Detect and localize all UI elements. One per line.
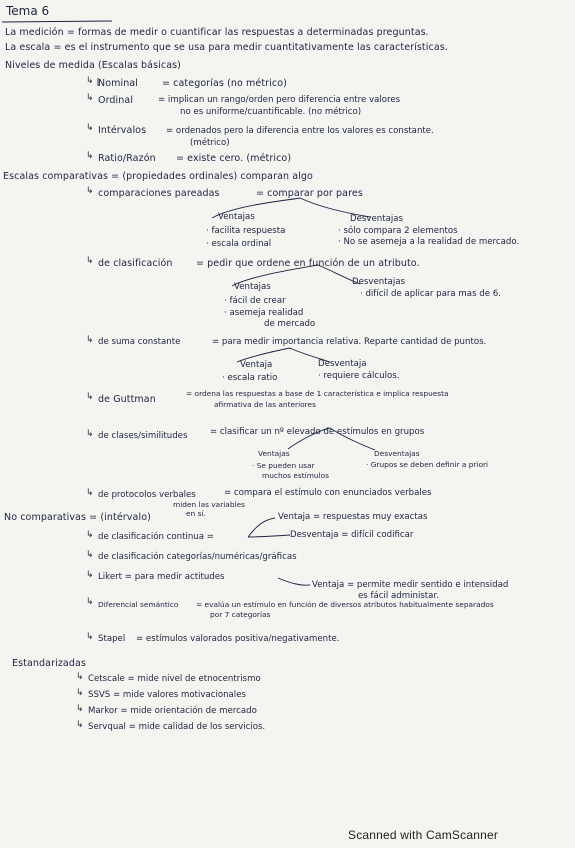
diferencial-label: Diferencial semántico bbox=[98, 600, 179, 609]
pareadas-definition: = comparar por pares bbox=[256, 188, 363, 199]
nivel-definition-cont: no es uniforme/cuantificable. (no métrico) bbox=[180, 107, 362, 117]
suma-definition: = para medir importancia relativa. Reparte cantidad de puntos. bbox=[212, 337, 487, 347]
likert-ventaja: Ventaja = permite medir sentido e intensidad bbox=[312, 580, 509, 590]
likert-split-line bbox=[278, 578, 310, 585]
arrow-icon: ↳ bbox=[86, 186, 94, 196]
guttman-label: de Guttman bbox=[98, 394, 156, 405]
arrow-icon: ↳ bbox=[76, 688, 84, 698]
desventajas-heading: Desventajas bbox=[352, 277, 405, 287]
estandarizada-item: Markor = mide orientación de mercado bbox=[88, 706, 257, 716]
desventaja-item: · requiere cálculos. bbox=[318, 371, 400, 381]
continua-ventaja: Ventaja = respuestas muy exactas bbox=[278, 512, 428, 522]
camscanner-watermark: Scanned with CamScanner bbox=[348, 828, 499, 842]
ventajas-heading: Ventajas bbox=[218, 212, 255, 222]
nivel-definition: = implican un rango/orden pero diferencia entre valores bbox=[158, 95, 401, 105]
arrow-icon: ↳ bbox=[86, 488, 94, 498]
ventaja-item: · fácil de crear bbox=[224, 296, 286, 306]
arrow-icon: ↳ bbox=[86, 570, 94, 580]
ventaja-item: · facilita respuesta bbox=[206, 226, 286, 236]
arrow-icon: ↳ bbox=[86, 530, 94, 540]
estandarizada-item: Servqual = mide calidad de los servicios. bbox=[88, 722, 266, 732]
nivel-definition: = ordenados pero la diferencia entre los valores es constante. bbox=[166, 126, 434, 136]
estandarizada-item: Cetscale = mide nivel de etnocentrismo bbox=[88, 674, 261, 684]
nivel-label: Ratio/Razón bbox=[98, 153, 156, 164]
estandarizadas-heading: Estandarizadas bbox=[12, 658, 86, 669]
niveles-heading: Niveles de medida (Escalas básicas) bbox=[5, 60, 181, 71]
no-comparativas-heading: No comparativas = (intérvalo) bbox=[4, 512, 151, 523]
desventajas-heading: Desventajas bbox=[350, 214, 403, 224]
heading-note: miden las variables bbox=[173, 500, 245, 509]
arrow-icon: ↳ bbox=[86, 550, 94, 560]
desventaja-item: · No se asemeja a la realidad de mercado. bbox=[338, 237, 520, 247]
suma-label: de suma constante bbox=[98, 337, 181, 347]
likert-label: Likert = para medir actitudes bbox=[98, 572, 225, 582]
arrow-icon: ↳ bbox=[86, 597, 94, 607]
desventaja-item: · Grupos se deben definir a priori bbox=[366, 460, 489, 469]
pareadas-label: comparaciones pareadas bbox=[98, 188, 220, 199]
guttman-definition: = ordena las respuestas a base de 1 característica e implica respuesta bbox=[186, 389, 449, 398]
arrow-icon: ↳ bbox=[86, 429, 94, 439]
heading-note-cont: en sí. bbox=[186, 509, 206, 518]
stapel-definition: = estímulos valorados positiva/negativamente. bbox=[136, 634, 340, 644]
desventaja-item: · difícil de aplicar para mas de 6. bbox=[360, 289, 501, 299]
nivel-label: Nominal bbox=[98, 78, 138, 89]
clases-definition: = clasificar un nº elevado de estímulos en grupos bbox=[210, 427, 425, 437]
ventaja-item: · escala ordinal bbox=[206, 239, 272, 249]
page-title: Tema 6 bbox=[6, 4, 50, 18]
likert-ventaja-cont: es fácil administar. bbox=[358, 591, 439, 601]
clases-label: de clases/similitudes bbox=[98, 431, 188, 441]
diferencial-definition: = evalúa un estímulo en función de diversos atributos habitualmente separados bbox=[196, 600, 494, 609]
comparativas-heading: Escalas comparativas = (propiedades ordinales) comparan algo bbox=[3, 171, 313, 182]
guttman-definition-cont: afirmativa de las anteriores bbox=[214, 400, 316, 409]
definition-medicion: La medición = formas de medir o cuantificar las respuestas a determinadas preguntas. bbox=[5, 27, 429, 38]
desventaja-item: · sólo compara 2 elementos bbox=[338, 226, 458, 236]
nivel-definition-cont: (métrico) bbox=[190, 138, 230, 148]
diferencial-definition-cont: por 7 categorías bbox=[210, 610, 271, 619]
ventaja-item: · asemeja realidad bbox=[224, 308, 304, 318]
arrow-icon: ↳ bbox=[86, 93, 94, 103]
arrow-icon: ↳ bbox=[86, 335, 94, 345]
title-underline bbox=[2, 21, 112, 22]
definition-escala: La escala = es el instrumento que se usa para medir cuantitativamente las características. bbox=[5, 42, 448, 53]
ventaja-item: · escala ratio bbox=[222, 373, 278, 383]
arrow-icon: ↳ bbox=[86, 151, 94, 161]
arrow-icon: ↳ bbox=[86, 632, 94, 642]
arrow-icon: ↳ bbox=[86, 76, 94, 86]
desventajas-heading: Desventajas bbox=[374, 449, 420, 458]
clasificacion-definition: = pedir que ordene en función de un atributo. bbox=[196, 258, 420, 269]
protocolos-label: de protocolos verbales bbox=[98, 490, 196, 500]
categorias-label: de clasificación categorías/numéricas/gráficas bbox=[98, 552, 297, 562]
ventaja-item: · Se pueden usar bbox=[252, 461, 315, 470]
continua-desventaja: Desventaja = difícil codificar bbox=[290, 530, 414, 540]
nivel-definition: = existe cero. (métrico) bbox=[176, 153, 292, 164]
ventaja-item-cont: muchos estímulos bbox=[262, 471, 330, 480]
nivel-definition: = categorías (no métrico) bbox=[162, 78, 287, 89]
arrow-icon: ↳ bbox=[86, 123, 94, 133]
arrow-icon: ↳ bbox=[76, 672, 84, 682]
nivel-label: Ordinal bbox=[98, 95, 134, 106]
clasificacion-label: de clasificación bbox=[98, 258, 173, 269]
nivel-label: Intérvalos bbox=[98, 125, 147, 136]
desventajas-heading: Desventaja bbox=[318, 359, 367, 369]
ventaja-item-cont: de mercado bbox=[264, 319, 316, 329]
arrow-icon: ↳ bbox=[86, 392, 94, 402]
arrow-icon: ↳ bbox=[86, 256, 94, 266]
estandarizada-item: SSVS = mide valores motivacionales bbox=[88, 690, 246, 700]
stapel-label: Stapel bbox=[98, 634, 126, 644]
arrow-icon: ↳ bbox=[76, 704, 84, 714]
arrow-icon: ↳ bbox=[76, 720, 84, 730]
protocolos-definition: = compara el estímulo con enunciados verbales bbox=[224, 488, 432, 498]
continua-label: de clasificación continua = bbox=[98, 532, 214, 542]
ventajas-heading: Ventajas bbox=[234, 282, 271, 292]
ventajas-heading: Ventajas bbox=[258, 449, 290, 458]
ventajas-heading: Ventaja bbox=[240, 360, 273, 370]
